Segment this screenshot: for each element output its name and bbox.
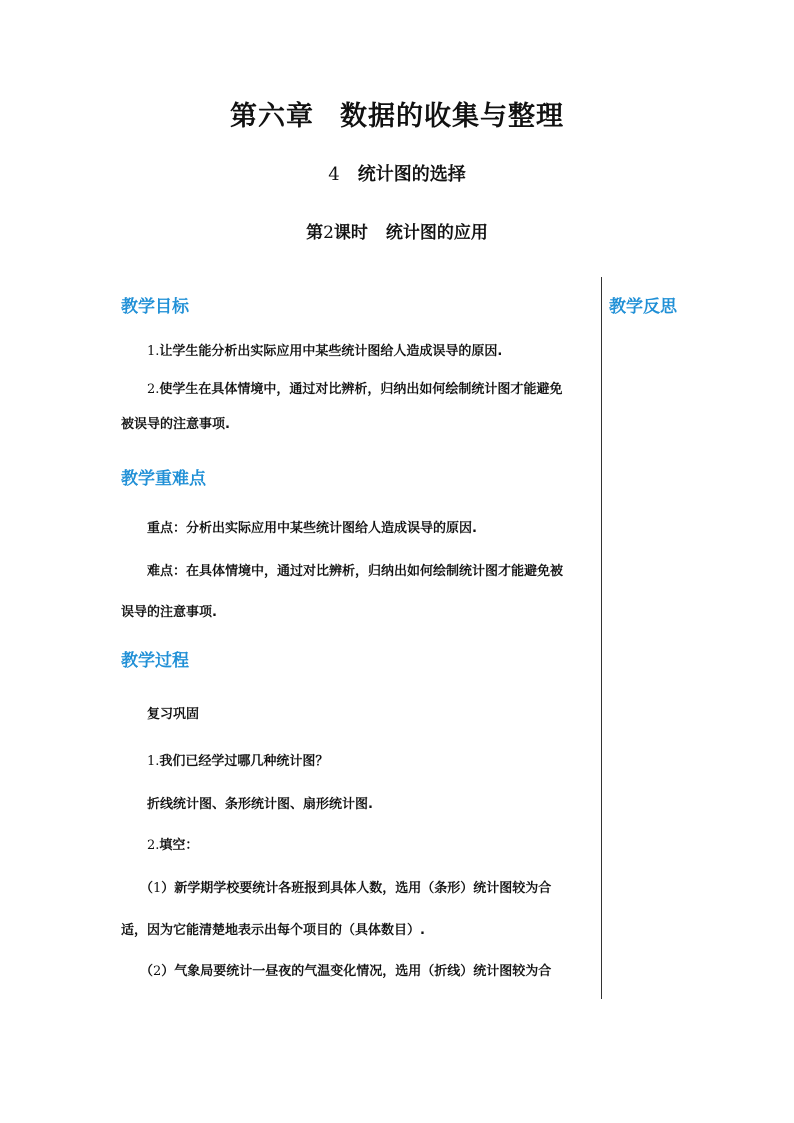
objective-2-number: 2. <box>147 382 160 397</box>
question-2-part-1-continued: 适，因为它能清楚地表示出每个项目的（具体数目）. <box>121 923 425 938</box>
chapter-title <box>0 94 794 133</box>
question-2-text: 填空： <box>159 838 199 853</box>
objective-1-number: 1. <box>147 344 160 359</box>
chapter-name: 数据的收集与整理 <box>340 101 564 132</box>
question-1-number: 1. <box>147 754 160 769</box>
question-2 <box>147 834 617 853</box>
reflection-heading: 教学反思 <box>609 297 677 317</box>
objective-1-text: 让学生能分析出实际应用中某些统计图给人造成误导的原因. <box>159 344 503 359</box>
q2-1-open: （ <box>140 881 154 896</box>
key-points-heading: 教学重难点 <box>121 469 206 489</box>
q2-2-text: ）气象局要统计一昼夜的气温变化情况，选用（折线）统计图较为合 <box>161 964 552 979</box>
difficulty-point: 难点：在具体情境中，通过对比辨析，归纳出如何绘制统计图才能避免被 <box>147 564 564 579</box>
q2-2-open: （ <box>140 964 154 979</box>
q2-1-number: 1 <box>153 881 162 896</box>
question-2-part-1 <box>140 877 610 896</box>
q2-2-number: 2 <box>153 964 162 979</box>
lesson-number: 2 <box>323 223 334 243</box>
question-1 <box>147 750 617 769</box>
focus-point: 重点：分析出实际应用中某些统计图给人造成误导的原因. <box>147 521 477 536</box>
question-2-part-2 <box>140 960 610 979</box>
objective-2-text: 使学生在具体情境中，通过对比辨析，归纳出如何绘制统计图才能避免 <box>159 382 563 397</box>
objective-item-1 <box>147 340 617 359</box>
q2-1-text: ）新学期学校要统计各班报到具体人数，选用（条形）统计图较为合 <box>161 881 552 896</box>
review-title: 复习巩固 <box>147 707 200 722</box>
lesson-title <box>0 218 794 243</box>
lesson-prefix: 第 <box>306 223 324 243</box>
question-2-number: 2. <box>147 838 160 853</box>
process-heading: 教学过程 <box>121 651 189 671</box>
question-1-answer: 折线统计图、条形统计图、扇形统计图. <box>147 797 373 812</box>
chapter-label: 第六章 <box>230 101 314 132</box>
section-number: 4 <box>328 164 340 185</box>
section-name: 统计图的选择 <box>357 164 466 185</box>
objective-item-2-continued: 被误导的注意事项. <box>121 417 230 432</box>
objectives-heading: 教学目标 <box>121 297 189 317</box>
question-1-text: 我们已经学过哪几种统计图？ <box>159 754 329 769</box>
section-title <box>0 160 794 186</box>
difficulty-point-continued: 误导的注意事项. <box>121 605 217 620</box>
objective-item-2 <box>147 378 617 397</box>
lesson-suffix: 课时 <box>333 223 368 243</box>
lesson-name: 统计图的应用 <box>385 223 488 243</box>
